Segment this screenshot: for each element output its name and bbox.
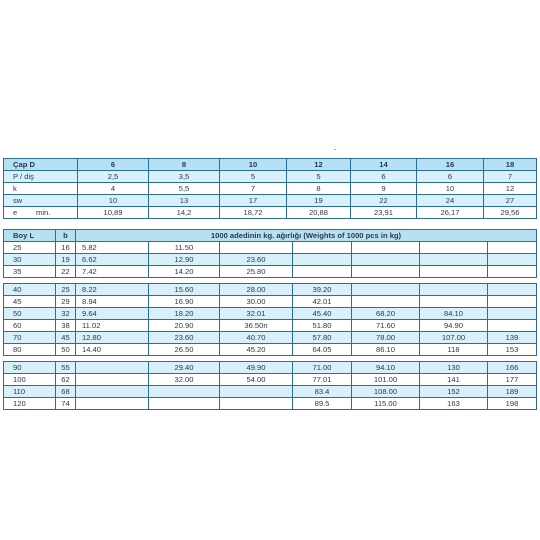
thread-length-value: 45	[56, 332, 76, 344]
weight-value: 7.42	[76, 266, 149, 278]
dimension-value: 19	[287, 195, 351, 207]
weight-value: 9.64	[76, 308, 149, 320]
thread-length-value: 16	[56, 242, 76, 254]
weight-value: 118	[420, 344, 488, 356]
weight-value: 189	[488, 386, 537, 398]
row-label	[4, 207, 78, 219]
weight-value: 77.01	[293, 374, 352, 386]
length-value: 110	[4, 386, 56, 398]
weights-row	[4, 374, 537, 386]
weight-value: 8.22	[76, 284, 149, 296]
thread-length-value: 25	[56, 284, 76, 296]
dimension-value: 2,5	[78, 171, 149, 183]
weight-value: 139	[488, 332, 537, 344]
weight-value: 64.05	[293, 344, 352, 356]
weights-row	[4, 266, 537, 278]
stray-dot	[334, 149, 336, 150]
length-value: 100	[4, 374, 56, 386]
weight-value: 54.00	[220, 374, 293, 386]
weight-value: 6.62	[76, 254, 149, 266]
weight-value	[488, 242, 537, 254]
weight-value: 108.00	[352, 386, 420, 398]
weight-value	[220, 386, 293, 398]
length-value: 30	[4, 254, 56, 266]
row-label-text: k	[13, 184, 17, 193]
thread-length-value: 38	[56, 320, 76, 332]
weights-row	[4, 344, 537, 356]
dimension-value: 6	[351, 171, 417, 183]
dimensions-row	[4, 171, 537, 183]
dimension-value: 24	[417, 195, 484, 207]
weights-row	[4, 386, 537, 398]
weight-value	[293, 266, 352, 278]
diameter-header-14: 14	[351, 159, 417, 171]
thread-length-value: 29	[56, 296, 76, 308]
thread-length-value: 19	[56, 254, 76, 266]
weight-value: 51.80	[293, 320, 352, 332]
weight-value	[149, 386, 220, 398]
weight-value	[293, 254, 352, 266]
dimension-value: 29,56	[484, 207, 537, 219]
weight-value	[488, 296, 537, 308]
weights-row	[4, 284, 537, 296]
weight-value: 49.90	[220, 362, 293, 374]
weight-value: 29.40	[149, 362, 220, 374]
weight-value	[488, 320, 537, 332]
weights-row	[4, 308, 537, 320]
row-label	[4, 183, 78, 195]
dimension-value: 10	[417, 183, 484, 195]
length-value: 120	[4, 398, 56, 410]
weight-value: 101.00	[352, 374, 420, 386]
dimension-value: 4	[78, 183, 149, 195]
weight-value: 12.80	[76, 332, 149, 344]
row-label-text: P / diş	[13, 172, 34, 181]
weight-value	[420, 266, 488, 278]
weight-value: 57.80	[293, 332, 352, 344]
length-value: 25	[4, 242, 56, 254]
dimension-value: 5,5	[149, 183, 220, 195]
dimension-value: 8	[287, 183, 351, 195]
length-value: 90	[4, 362, 56, 374]
diameter-header-10: 10	[220, 159, 287, 171]
weight-value: 71.60	[352, 320, 420, 332]
weight-value: 163	[420, 398, 488, 410]
weight-value: 32.01	[220, 308, 293, 320]
weight-value	[76, 362, 149, 374]
weight-value	[220, 398, 293, 410]
thread-length-value: 74	[56, 398, 76, 410]
diameter-header-18: 18	[484, 159, 537, 171]
weight-value: 86.10	[352, 344, 420, 356]
length-value: 50	[4, 308, 56, 320]
length-value: 70	[4, 332, 56, 344]
row-label-text: sw	[13, 196, 23, 205]
thread-length-value: 32	[56, 308, 76, 320]
length-header: Boy L	[4, 230, 56, 242]
thread-length-value: 62	[56, 374, 76, 386]
weight-value: 166	[488, 362, 537, 374]
dimension-value: 7	[484, 171, 537, 183]
dimension-value: 20,88	[287, 207, 351, 219]
weight-value: 141	[420, 374, 488, 386]
weight-value: 30.00	[220, 296, 293, 308]
weight-value: 84.10	[420, 308, 488, 320]
weights-row	[4, 320, 537, 332]
dimension-value: 26,17	[417, 207, 484, 219]
weight-value	[420, 284, 488, 296]
weight-value: 26.50	[149, 344, 220, 356]
weights-table	[3, 229, 537, 410]
weight-value	[352, 284, 420, 296]
weight-value	[352, 266, 420, 278]
weight-value	[352, 254, 420, 266]
dimension-value: 6	[417, 171, 484, 183]
dimension-value: 9	[351, 183, 417, 195]
weight-value	[352, 296, 420, 308]
weight-value: 89.5	[293, 398, 352, 410]
thread-length-value: 55	[56, 362, 76, 374]
weight-value	[420, 254, 488, 266]
weights-row	[4, 254, 537, 266]
weight-value	[76, 398, 149, 410]
diameter-header-8: 8	[149, 159, 220, 171]
weights-row	[4, 242, 537, 254]
dimension-value: 3,5	[149, 171, 220, 183]
weight-value: 42.01	[293, 296, 352, 308]
length-value: 80	[4, 344, 56, 356]
dimension-value: 13	[149, 195, 220, 207]
weight-value: 20.90	[149, 320, 220, 332]
weight-value: 28.00	[220, 284, 293, 296]
weight-value	[293, 242, 352, 254]
weight-value: 71.00	[293, 362, 352, 374]
weight-value: 25.80	[220, 266, 293, 278]
weight-value: 40.70	[220, 332, 293, 344]
diameter-header-16: 16	[417, 159, 484, 171]
weights-title: 1000 adedinin kg. ağırlığı (Weights of 1000 pcs in kg)	[76, 230, 537, 242]
weight-value: 39.20	[293, 284, 352, 296]
weight-value	[488, 284, 537, 296]
weight-value	[352, 242, 420, 254]
weight-value: 153	[488, 344, 537, 356]
weight-value: 23.60	[220, 254, 293, 266]
weight-value: 15.60	[149, 284, 220, 296]
thread-length-header: b	[56, 230, 76, 242]
weight-value: 152	[420, 386, 488, 398]
weight-value: 14.20	[149, 266, 220, 278]
length-value: 35	[4, 266, 56, 278]
weights-header-row	[4, 230, 537, 242]
dimension-value: 27	[484, 195, 537, 207]
dimension-value: 5	[220, 171, 287, 183]
dimension-value: 5	[287, 171, 351, 183]
length-value: 45	[4, 296, 56, 308]
weight-value: 16.90	[149, 296, 220, 308]
weight-value	[76, 374, 149, 386]
weight-value: 12.90	[149, 254, 220, 266]
weight-value	[76, 386, 149, 398]
row-label	[4, 171, 78, 183]
weights-row	[4, 362, 537, 374]
dimension-value: 10	[78, 195, 149, 207]
weight-value: 78.00	[352, 332, 420, 344]
weight-value: 177	[488, 374, 537, 386]
weight-value: 23.60	[149, 332, 220, 344]
weight-value: 198	[488, 398, 537, 410]
weight-value	[488, 266, 537, 278]
dimension-value: 22	[351, 195, 417, 207]
weight-value: 130	[420, 362, 488, 374]
weight-value	[488, 308, 537, 320]
dimension-value: 12	[484, 183, 537, 195]
thread-length-value: 22	[56, 266, 76, 278]
weight-value	[488, 254, 537, 266]
length-value: 40	[4, 284, 56, 296]
weight-value: 18.20	[149, 308, 220, 320]
weight-value	[149, 398, 220, 410]
weight-value: 45.40	[293, 308, 352, 320]
weight-value: 14.40	[76, 344, 149, 356]
weights-row	[4, 332, 537, 344]
weight-value: 68.20	[352, 308, 420, 320]
weights-row	[4, 296, 537, 308]
weight-value: 83.4	[293, 386, 352, 398]
weight-value: 107.00	[420, 332, 488, 344]
length-value: 60	[4, 320, 56, 332]
row-label	[4, 195, 78, 207]
dimensions-row	[4, 195, 537, 207]
diameter-header-6: 6	[78, 159, 149, 171]
weight-value: 94.90	[420, 320, 488, 332]
weight-value: 5.82	[76, 242, 149, 254]
dimension-value: 14,2	[149, 207, 220, 219]
dimensions-row	[4, 207, 537, 219]
weight-value	[420, 242, 488, 254]
weight-value: 45.20	[220, 344, 293, 356]
weight-value: 36.50n	[220, 320, 293, 332]
dimensions-row	[4, 183, 537, 195]
weight-value: 32.00	[149, 374, 220, 386]
diameter-header-12: 12	[287, 159, 351, 171]
weight-value: 94.10	[352, 362, 420, 374]
diameter-header-label: Çap D	[4, 159, 78, 171]
weight-value	[220, 242, 293, 254]
weight-value: 115.00	[352, 398, 420, 410]
dimension-value: 10,89	[78, 207, 149, 219]
weight-value: 8.94	[76, 296, 149, 308]
weights-row	[4, 398, 537, 410]
thread-length-value: 68	[56, 386, 76, 398]
row-label-text: e	[13, 208, 18, 217]
weight-value	[420, 296, 488, 308]
dimension-value: 23,91	[351, 207, 417, 219]
dimension-value: 17	[220, 195, 287, 207]
weight-value: 11.50	[149, 242, 220, 254]
dimensions-table	[3, 158, 537, 219]
dimension-value: 18,72	[220, 207, 287, 219]
weight-value: 11.02	[76, 320, 149, 332]
row-sublabel: min.	[36, 208, 51, 217]
thread-length-value: 50	[56, 344, 76, 356]
dimension-value: 7	[220, 183, 287, 195]
dimensions-header-row	[4, 159, 537, 171]
